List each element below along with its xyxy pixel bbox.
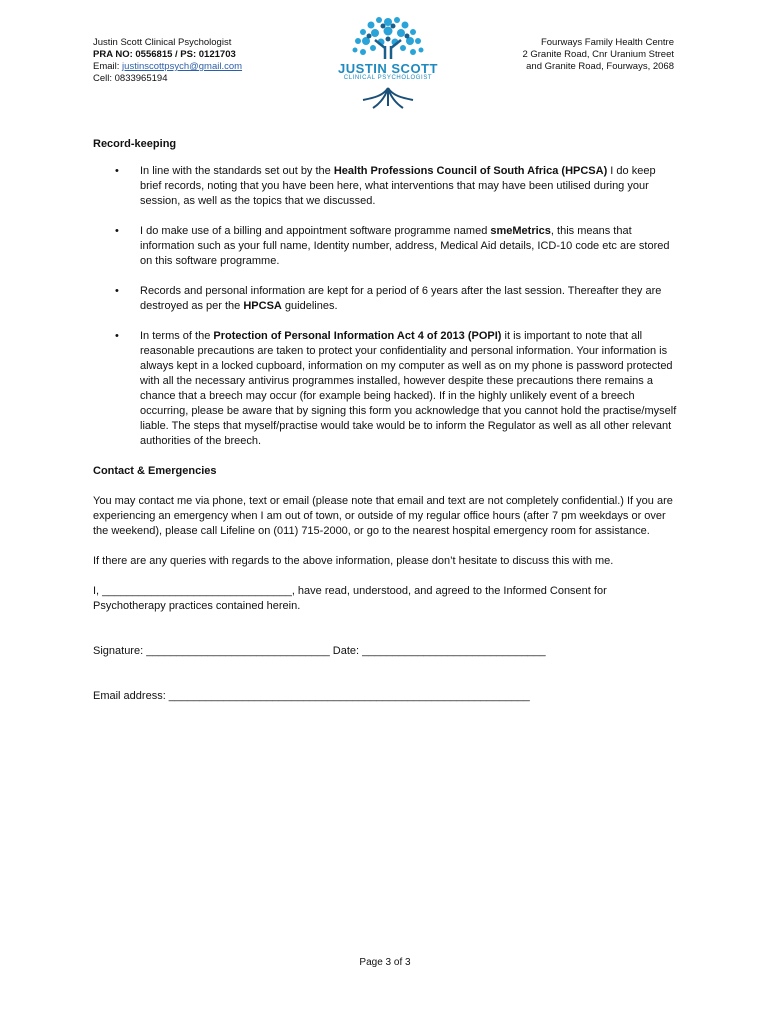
logo-name: JUSTIN SCOTT bbox=[338, 61, 438, 76]
consent-statement: I, _______________________________, have read, understood, and agreed to the Informed Consent for Psychotherapy practices contained herein. bbox=[93, 585, 607, 612]
address-line-2: 2 Granite Road, Cnr Uranium Street bbox=[522, 49, 674, 60]
page-number: Page 3 of 3 bbox=[359, 957, 411, 968]
queries-paragraph: If there are any queries with regards to the above information, please don’t hesitate to discuss this with me. bbox=[93, 555, 614, 567]
bold-text: Health Professions Council of South Africa (HPCSA) bbox=[333, 165, 608, 177]
text-segment: guidelines. bbox=[281, 300, 338, 312]
text-segment: In terms of the bbox=[140, 330, 214, 342]
text-segment: I do keep brief records, noting that you have been here, what interventions that may have been utilised during your session, as well as the topics that we discussed. bbox=[140, 165, 656, 207]
email-link[interactable]: justinscottpsych@gmail.com bbox=[122, 61, 243, 72]
practice-numbers: PRA NO: 0556815 / PS: 0121703 bbox=[93, 49, 236, 60]
text-segment: , this means that information such as your full name, Identity number, address, Medical Aid details, ICD-10 code etc are stored on this software programme. bbox=[140, 225, 670, 267]
header-address bbox=[522, 37, 674, 73]
bullet-icon: • bbox=[115, 165, 119, 177]
bold-text: smeMetrics bbox=[490, 225, 551, 237]
practitioner-name: Justin Scott Clinical Psychologist bbox=[93, 37, 232, 48]
contact-paragraph: You may contact me via phone, text or email (please note that email and text are not completely confidential.) If you are experiencing an emergency when I am out of town, or outside of my regular office hours (after 7 pm weekdays or over the weekend), please call Lifeline on (011) 715-2000, or go to the nearest hospital emergency room for assistance. bbox=[93, 495, 673, 537]
record-keeping-heading: Record-keeping bbox=[93, 138, 177, 150]
bullet-icon: • bbox=[115, 330, 119, 342]
bullet-icon: • bbox=[115, 225, 119, 237]
email-line bbox=[93, 61, 242, 73]
address-line-1: Fourways Family Health Centre bbox=[540, 37, 674, 48]
email-label: Email: bbox=[93, 61, 123, 72]
text-segment: Records and personal information are kept for a period of 6 years after the last session. Thereafter they are destroyed as per the bbox=[140, 285, 662, 312]
document-body bbox=[93, 137, 679, 704]
email-address-line[interactable]: Email address: ___________________________________________________________ bbox=[93, 690, 530, 702]
record-keeping-list bbox=[93, 164, 679, 449]
bold-text: Protection of Personal Information Act 4 of 2013 (POPI) bbox=[213, 330, 502, 342]
bullet-icon: • bbox=[115, 285, 119, 297]
text-segment: I do make use of a billing and appointment software programme named bbox=[140, 225, 491, 237]
list-item bbox=[93, 284, 679, 314]
list-item bbox=[93, 329, 679, 449]
cell-number: Cell: 0833965194 bbox=[93, 73, 168, 84]
address-line-3: and Granite Road, Fourways, 2068 bbox=[526, 61, 674, 72]
signature-date-line[interactable]: Signature: ______________________________ Date: ______________________________ bbox=[93, 645, 546, 657]
list-item bbox=[93, 224, 679, 269]
bold-text: HPCSA bbox=[243, 300, 282, 312]
logo bbox=[333, 12, 443, 112]
contact-heading: Contact & Emergencies bbox=[93, 465, 217, 477]
text-segment: it is important to note that all reasonable precautions are taken to protect your confidentiality and personal information. Your information is always kept in a locked cupboard, information on my computer as well as on my phone is password protected with all the necessary antivirus programmes installed, however despite these precautions there remains a chance that a breech may occur (for example being hacked). If in the highly unlikely event of a breech occurring, please be aware that by signing this form you acknowledge that you cannot hold the practise/myself liable. The steps that myself/practise would take would be to inform the Regulator as well as all other relevant authorities of the breech. bbox=[140, 330, 677, 447]
logo-subtitle: CLINICAL PSYCHOLOGIST bbox=[343, 75, 433, 81]
text-segment: In line with the standards set out by the bbox=[140, 165, 334, 177]
header-practitioner-info bbox=[93, 37, 242, 85]
list-item bbox=[93, 164, 679, 209]
